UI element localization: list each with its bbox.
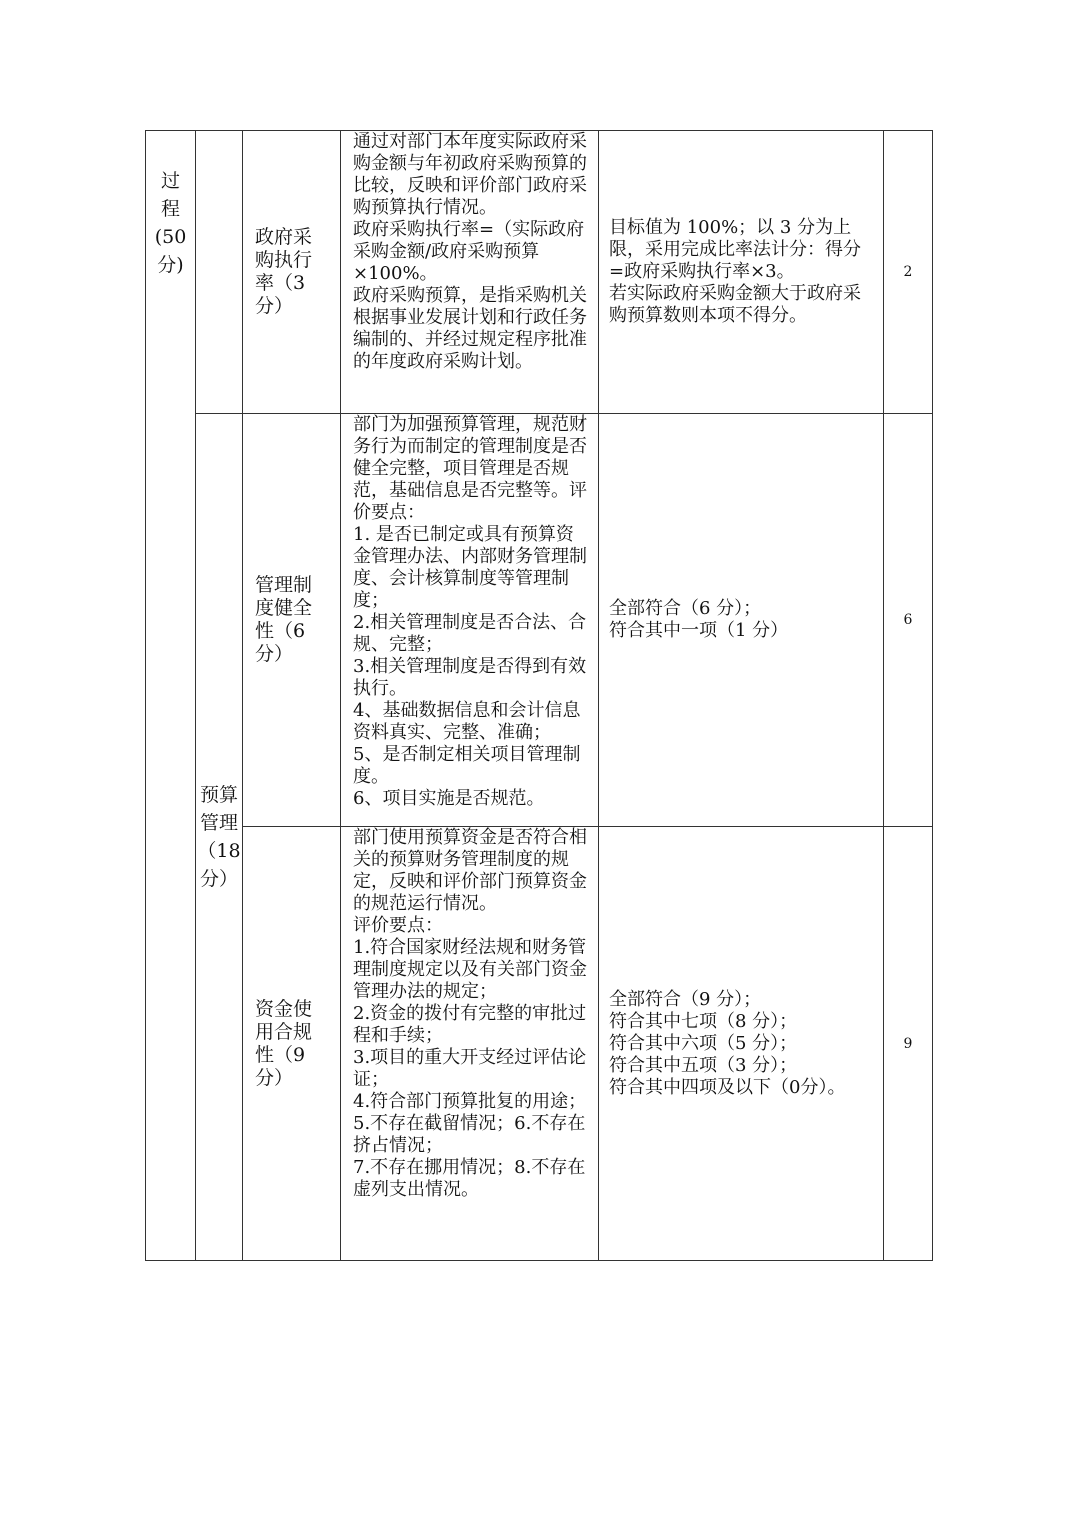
- category-process-label: 过程(50分): [154, 170, 187, 276]
- indicator-description: 部门为加强预算管理，规范财务行为而制定的管理制度是否健全完整，项目管理是否规范，基础信息是否完整等。评价要点： 1. 是否已制定或具有预算资金管理办法、内部财务管理制度、会计核算制度等管理制度； 2.相关管理制度是否合法、合规、完整； 3.相关管理制度是否得到有效执行。 4、基础数据信息和会计信息资料真实、完整、准确； 5、是否制定相关项目管理制度。 6、项目实施是否规范。: [353, 414, 587, 809]
- indicator-name-cell: [243, 414, 341, 827]
- score-cell: [884, 827, 933, 1261]
- indicator-name: 政府采购执行率（3分）: [255, 226, 313, 317]
- indicator-description-cell: [341, 131, 599, 414]
- indicator-description-cell: [341, 414, 599, 827]
- indicator-description-cell: [341, 827, 599, 1261]
- evaluation-table: [145, 130, 933, 1261]
- indicator-name: 资金使用合规性（9分）: [255, 997, 313, 1089]
- subcategory-budget-cell: [196, 414, 243, 1261]
- scoring-criteria-cell: [599, 414, 884, 827]
- table-row: [146, 131, 933, 414]
- score-value: 2: [903, 264, 913, 280]
- score-value: 6: [903, 612, 913, 628]
- scoring-criteria: 全部符合（9 分）； 符合其中七项（8 分）； 符合其中六项（5 分）； 符合其中五项（3 分）； 符合其中四项及以下（0分）。: [609, 988, 846, 1098]
- table-row: [146, 414, 933, 827]
- indicator-name-cell: [243, 827, 341, 1261]
- subcategory-budget-label: 预算管理（18分）: [197, 784, 241, 890]
- indicator-name: 管理制度健全性（6分）: [255, 574, 313, 665]
- scoring-criteria: 目标值为 100%；以 3 分为上限，采用完成比率法计分：得分=政府采购执行率×3。 若实际政府采购金额大于政府采购预算数则本项不得分。: [609, 217, 861, 326]
- indicator-description: 部门使用预算资金是否符合相关的预算财务管理制度的规定，反映和评价部门预算资金的规范运行情况。 评价要点： 1.符合国家财经法规和财务管理制度规定以及有关部门资金管理办法的规定； 2.资金的拨付有完整的审批过程和手续； 3.项目的重大开支经过评估论证； 4.符合部门预算批复的用途； 5.不存在截留情况；6.不存在挤占情况； 7.不存在挪用情况；8.不存在虚列支出情况。: [353, 827, 587, 1200]
- score-cell: [884, 414, 933, 827]
- score-value: 9: [903, 1035, 913, 1052]
- table-row: [146, 827, 933, 1261]
- category-process-cell: [146, 131, 196, 1261]
- scoring-criteria-cell: [599, 131, 884, 414]
- scoring-criteria: 全部符合（6 分）； 符合其中一项（1 分）: [609, 598, 789, 641]
- indicator-description: 通过对部门本年度实际政府采购金额与年初政府采购预算的比较，反映和评价部门政府采购预算执行情况。 政府采购执行率=（实际政府采购金额/政府采购预算×100%。 政府采购预算，是指采购机关根据事业发展计划和行政任务编制的、并经过规定程序批准的年度政府采购计划。: [353, 131, 587, 372]
- scoring-criteria-cell: [599, 827, 884, 1261]
- indicator-name-cell: [243, 131, 341, 414]
- subcategory-empty-cell: [196, 131, 243, 414]
- score-cell: [884, 131, 933, 414]
